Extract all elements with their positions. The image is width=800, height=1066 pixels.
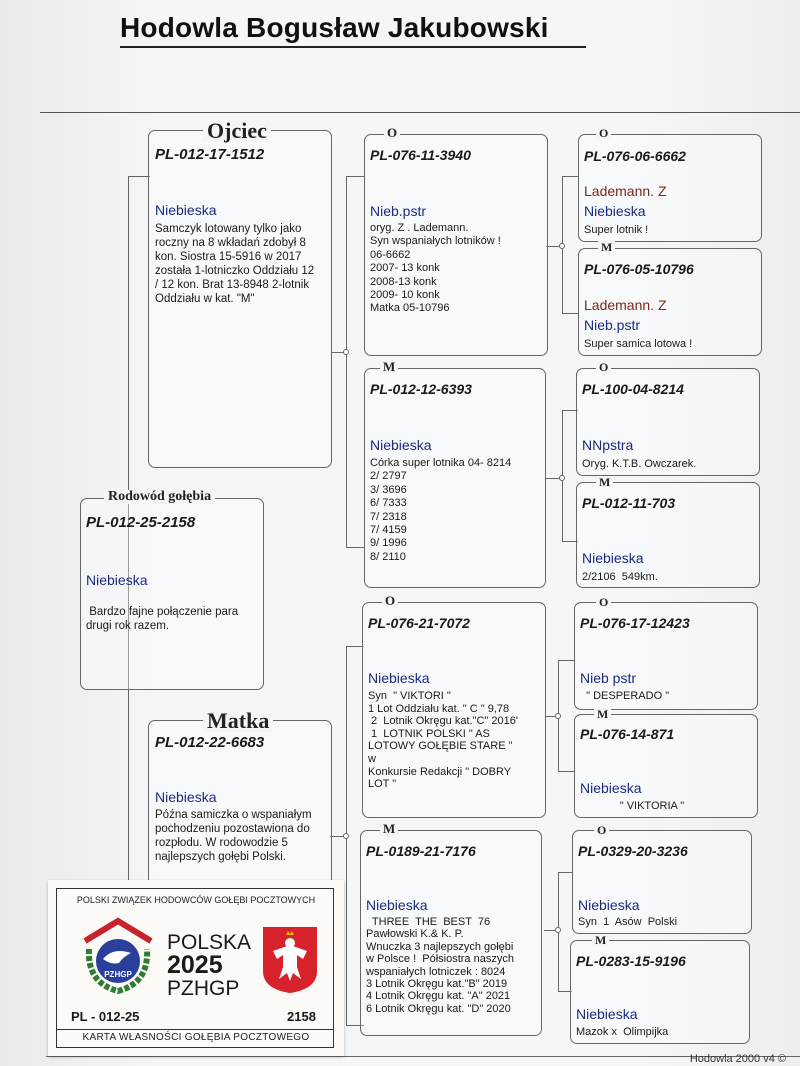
mother-notes: Późna samiczka o wspaniałym pochodzeniu pozostawiona do rozpłodu. W rodowodzie 5 najlepszych gołębi Polski. [155,809,312,863]
mfm-ring: PL-076-14-871 [580,726,675,742]
mfm-mark: M [594,708,611,720]
fff-mark: O [596,127,611,139]
polish-eagle-emblem [261,925,319,995]
ffm-mark: M [598,241,615,253]
ffm-breeder: Lademann. Z [584,297,667,313]
software-credit: Hodowla 2000 v4 © [689,1053,786,1065]
fmm-notes: 2/2106 549km. [582,571,658,583]
fmm-color: Niebieska [582,550,644,566]
fmm-mark: M [596,476,613,488]
father-color: Niebieska [155,202,217,218]
mmf-ring: PL-0329-20-3236 [578,843,688,859]
ffm-ring: PL-076-05-10796 [584,261,694,277]
svg-text:PZHGP: PZHGP [104,970,132,979]
mff-color: Nieb pstr [580,670,637,686]
pzhgp-emblem-icon [79,913,157,995]
mmm-notes: Mazok x Olimpijka [576,1026,669,1038]
fmf-mark: O [596,361,611,373]
mmf-mark: O [594,824,609,836]
mm-ring: PL-0189-21-7176 [366,843,476,859]
ffm-notes: Super samica lotowa ! [584,338,693,350]
subject-notes: Bardzo fajne połączenie para drugi rok razem. [86,606,239,632]
fff-color: Niebieska [584,203,646,219]
fmf-color: NNpstra [582,437,634,453]
subject-label: Rodowód gołębia [104,490,215,504]
mfm-color: Niebieska [580,780,642,796]
father-label: Ojciec [203,120,271,142]
mmm-color: Niebieska [576,1006,638,1022]
card-frame [56,888,334,1048]
card-divider [57,1029,333,1030]
mother-label: Matka [203,710,273,732]
fff-breeder: Lademann. Z [584,183,667,199]
title-underline [120,46,586,48]
card-year: 2025 [167,951,223,979]
mm-mark: M [380,822,398,835]
fm-ring: PL-012-12-6393 [370,381,472,397]
ownership-card [48,880,344,1056]
father-connector [346,176,364,548]
ff-mark: O [384,126,400,139]
subject-color: Niebieska [86,572,148,588]
mf-color: Niebieska [368,670,430,686]
mff-mark: O [596,596,611,608]
pzhgp-logo [79,913,157,995]
ff-color: Nieb.pstr [370,203,427,219]
ffm-color: Nieb.pstr [584,317,641,333]
junction-dot [343,349,349,355]
junction-dot [559,243,565,249]
mm-notes: THREE THE BEST 76 Pawłowski K.& K. P. Wnuczka 3 najlepszych gołębi w Polsce ! Półsiostra naszych wspaniałych lotniczek : 8024 3 Lotnik Okręgu kat."B" 2019 4 Lotnik Okręgu kat. "A" 2021 6 Lotnik Okręgu kat. "D" 2020 [366,916,514,1015]
fm-color: Niebieska [370,437,432,453]
card-country: POLSKA [167,931,252,954]
mf-notes: Syn " VIKTORI " 1 Lot Oddziału kat. " C " 9,78 2 Lotnik Okręgu kat."C" 2016' 1 LOTNIK POLSKI " AS LOTOWY GOŁĘBIE STARE " w Konkursie Redakcji " DOBRY LOT " [368,690,518,791]
ff-notes: oryg. Z . Lademann. Syn wspaniałych lotników ! 06-6662 2007- 13 konk 2008-13 konk 2009- 10 konk Matka 05-10796 [370,222,501,315]
mfm-notes: " VIKTORIA " [580,800,685,812]
junction-dot [555,713,561,719]
footer-rule [46,1056,800,1057]
mff-notes: " DESPERADO " [580,690,670,702]
fmf-notes: Oryg. K.T.B. Owczarek. [582,458,697,470]
junction-dot [559,475,565,481]
mf-ring: PL-076-21-7072 [368,615,470,631]
fmf-ring: PL-100-04-8214 [582,381,684,397]
junction-dot [555,927,561,933]
subject-ring: PL-012-25-2158 [86,514,196,531]
mother-ring: PL-012-22-6683 [155,734,265,751]
father-notes: Samczyk lotowany tylko jako roczny na 8 wkładań zdobył 8 kon. Siostra 15-5916 w 2017 została 1-lotniczko Oddziału 12 / 12 kon. Brat 13-8948 2-lotnik Oddziału w kat. "M" [155,223,315,305]
mff-ring: PL-076-17-12423 [580,615,690,631]
card-union: PZHGP [167,977,240,1000]
mm-color: Niebieska [366,897,428,913]
mmf-notes: Syn 1 Asów Polski [578,916,678,928]
fff-notes: Super lotnik ! [584,224,649,236]
fm-mark: M [380,360,398,373]
ff-ring: PL-076-11-3940 [370,147,471,163]
card-header: POLSKI ZWIĄZEK HODOWCÓW GOŁĘBI POCZTOWYCH [76,895,316,905]
card-ring-left: PL - 012-25 [71,1009,140,1024]
mother-color: Niebieska [155,789,217,805]
mmm-ring: PL-0283-15-9196 [576,953,686,969]
fmm-ring: PL-012-11-703 [582,495,676,511]
junction-dot [343,833,349,839]
breeder-title: Hodowla Bogusław Jakubowski [120,12,549,43]
eagle-shield-icon [261,925,319,995]
father-ring: PL-012-17-1512 [155,146,265,163]
header-rule [40,112,800,113]
fm-notes: Córka super lotnika 04- 8214 2/ 2797 3/ 3696 6/ 7333 7/ 2318 7/ 4159 9/ 1996 8/ 2110 [370,457,512,563]
fff-ring: PL-076-06-6662 [584,148,686,164]
card-ring-right: 2158 [287,1009,316,1024]
mmf-color: Niebieska [578,897,640,913]
mf-mark: O [382,594,398,607]
mmm-mark: M [592,934,609,946]
card-footer: KARTA WŁASNOŚCI GOŁĘBIA POCZTOWEGO [82,1032,310,1043]
